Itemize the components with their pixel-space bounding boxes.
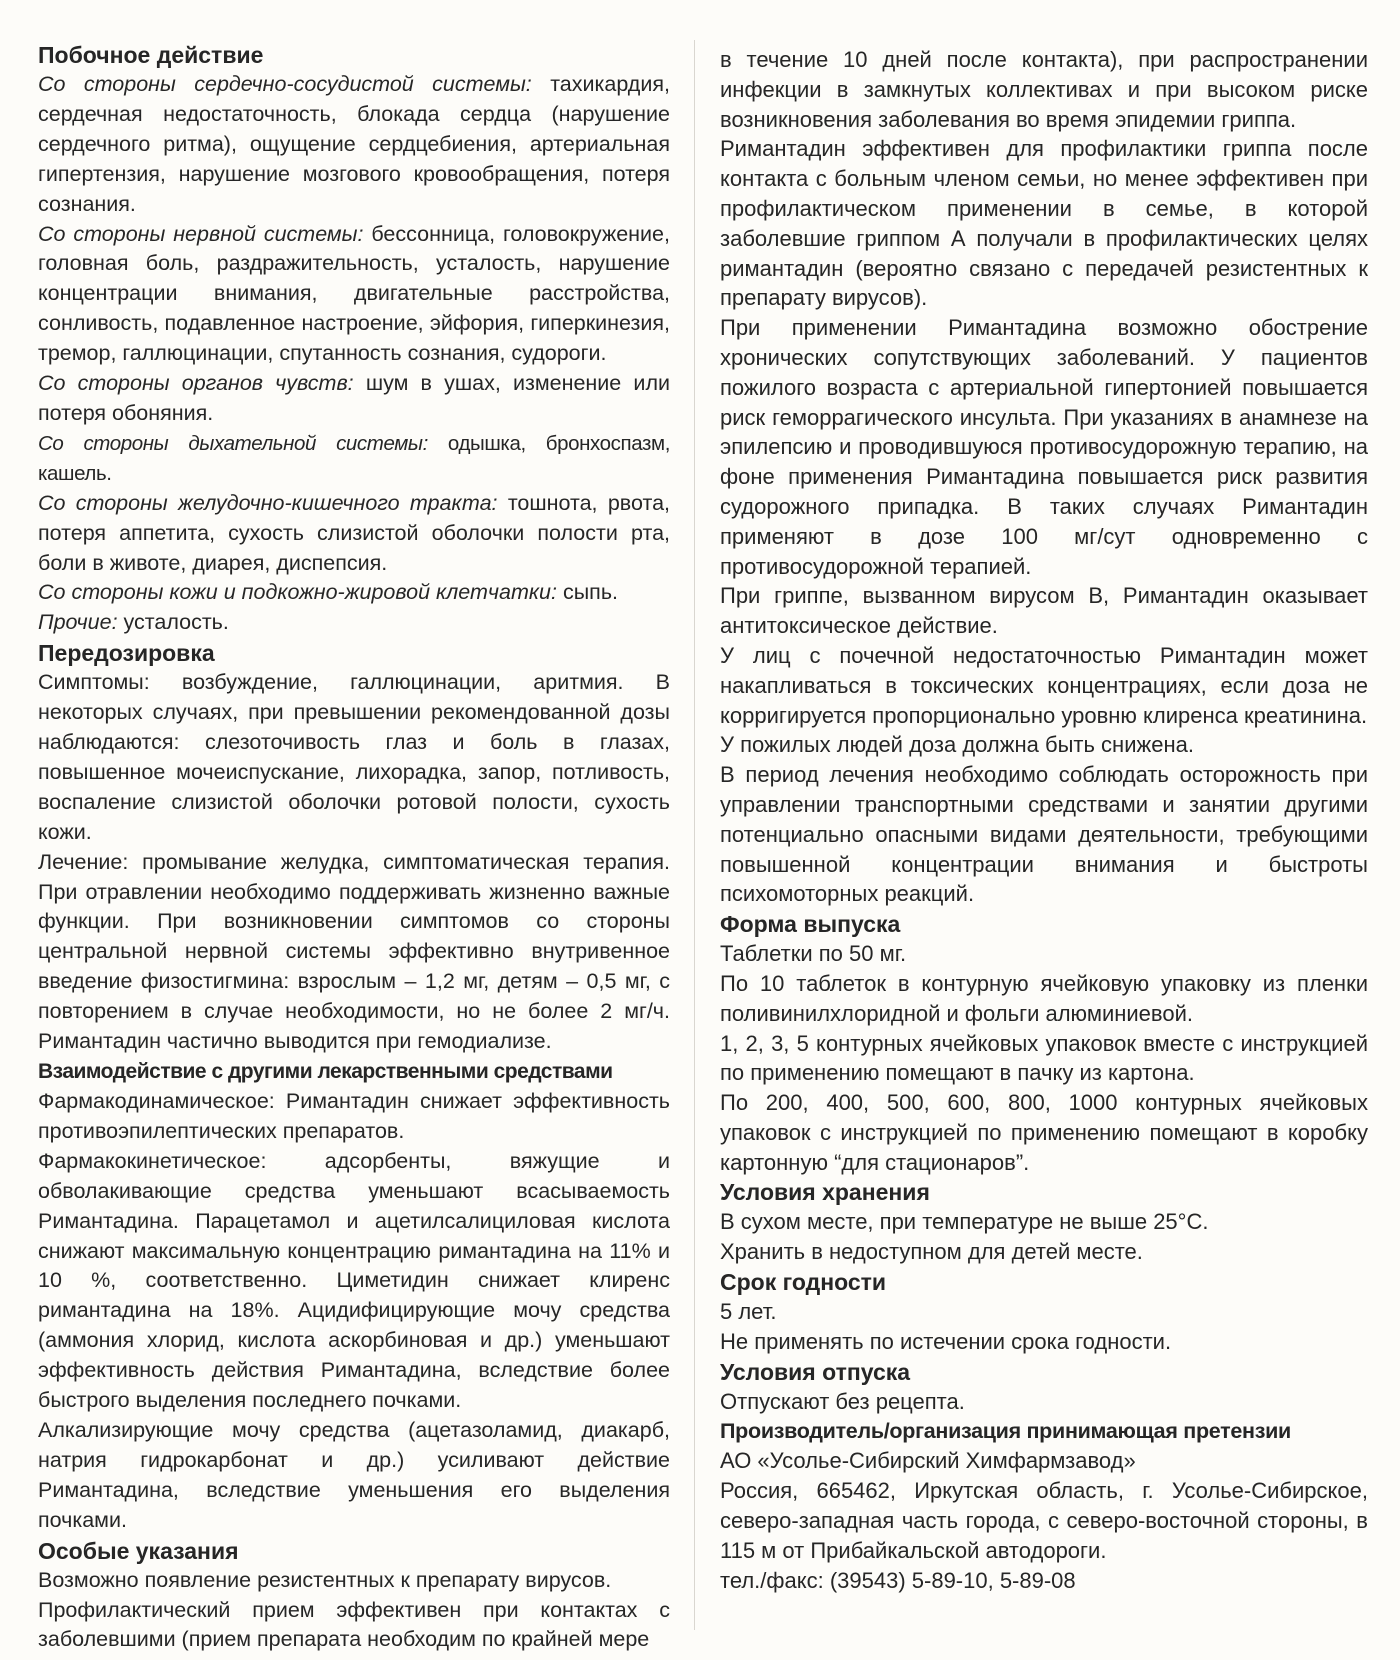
side-effect-skin xyxy=(38,578,670,608)
column-divider xyxy=(694,40,695,1630)
side-effect-label: Со стороны органов чувств: xyxy=(38,371,354,396)
side-effect-label: Со стороны сердечно-сосудистой системы: xyxy=(38,72,532,96)
dispense-paragraph: Отпускают без рецепта. xyxy=(720,1388,965,1414)
side-effect-label: Со стороны нервной системы: xyxy=(38,221,364,246)
side-effect-label: Со стороны кожи и подкожно-жировой клетчатки: xyxy=(38,580,557,605)
interactions-alkalizing: Алкализирующие мочу средства (ацетазоламид, диакарб, натрия гидрокарбонат и др.) усиливают действие Римантадина, вследствие уменьшения его выделения почками. xyxy=(38,1417,670,1532)
overdose-symptoms: Симптомы: возбуждение, галлюцинации, аритмия. В некоторых случаях, при превышении рекомендованной дозы наблюдаются: слезоточивость глаз и боль в глазах, повышенное мочеиспускание, лихорадка, запор, потливость, воспаление слизистой оболочки ротовой полости, сухость кожи. xyxy=(38,670,670,844)
side-effect-text: тахикардия, сердечная недостаточность, блокада сердца (нарушение сердечного ритма), ощущение сердцебиения, артериальная гипертензия, нарушение мозгового кровообращения, потеря сознания. xyxy=(38,72,670,216)
overdose-treatment: Лечение: промывание желудка, симптоматическая терапия. При отравлении необходимо поддерживать жизненно важные функции. При возникновении симптомов со стороны центральной нервной системы эффективно внутривенное введение физостигмина: взрослым – 1,2 мг, детям – 0,5 мг, с повторением в случае необходимости, но не более 2 мг/ч. Римантадин частично выводится при гемодиализе. xyxy=(38,849,670,1054)
side-effects-heading: Побочное действие xyxy=(38,42,264,68)
left-column xyxy=(38,40,670,1655)
side-effect-senses xyxy=(38,369,670,429)
side-effect-label: Со стороны желудочно-кишечного тракта: xyxy=(38,490,498,515)
storage-paragraph: В сухом месте, при температуре не выше 25°С. xyxy=(720,1209,1209,1235)
dispense-heading: Условия отпуска xyxy=(720,1358,911,1385)
side-effect-gi xyxy=(38,489,670,579)
side-effect-text: бессонница, головокружение, головная боль, раздражительность, усталость, нарушение концентрации внимания, двигательные расстройства, сонливость, подавленное настроение, эйфория, гиперкинезия, тремор, галлюцинации, спутанность сознания, судороги. xyxy=(38,221,670,366)
special-paragraph: Возможно появление резистентных к препарату вирусов. xyxy=(38,1567,612,1592)
manufacturer-address: Россия, 665462, Иркутская область, г. Усолье-Сибирское, северо-западная часть города, с северо-восточной стороны, в 115 м от Прибайкальской автодороги. xyxy=(720,1478,1368,1563)
side-effect-text: тошнота, рвота, потеря аппетита, сухость слизистой оболочки полости рта, боли в животе, диарея, диспепсия. xyxy=(38,490,671,575)
overdose-heading: Передозировка xyxy=(38,640,215,667)
side-effect-nervous xyxy=(38,220,670,370)
special-continued: в течение 10 дней после контакта), при распространении инфекции в замкнутых коллективах и при высоком риске возникновения заболевания во время эпидемии гриппа. xyxy=(720,47,1368,132)
special-continued: При применении Римантадина возможно обострение хронических сопутствующих заболеваний. У пациентов пожилого возраста с артериальной гипертонией повышается риск геморрагического инсульта. При указаниях в анамнезе на эпилепсию и проводившуюся противосудорожную терапию, на фоне применения Римантадина повышается риск развития судорожного припадка. В таких случаях Римантадин применяют в дозе 100 мг/сут одновременно с противосудорожной терапией. xyxy=(720,315,1368,579)
release-form-heading: Форма выпуска xyxy=(720,911,901,938)
storage-paragraph: Хранить в недоступном для детей месте. xyxy=(720,1239,1143,1265)
special-continued: Римантадин эффективен для профилактики гриппа после контакта с больным членом семьи, но менее эффективен при профилактическом применении в семье, в которой заболевшие гриппом А получали в профилактических целях римантадин (вероятно связано с передачей резистентных к препарату вирусов). xyxy=(720,136,1368,311)
shelf-life-paragraph: Не применять по истечении срока годности. xyxy=(720,1328,1172,1354)
interactions-pharmacodynamic: Фармакодинамическое: Римантадин снижает эффективность противоэпилептических препаратов. xyxy=(38,1089,670,1143)
special-instructions-heading: Особые указания xyxy=(38,1537,239,1564)
manufacturer-name: АО «Усолье-Сибирский Химфармзавод» xyxy=(720,1448,1136,1474)
special-continued: У пожилых людей доза должна быть снижена. xyxy=(720,732,1194,758)
special-paragraph: Профилактический прием эффективен при контактах с заболевшими (прием препарата необходим по крайней мере xyxy=(38,1597,670,1652)
side-effect-label: Прочие: xyxy=(38,610,118,635)
side-effect-text: одышка, бронхоспазм, кашель. xyxy=(38,431,670,485)
release-form-paragraph: 1, 2, 3, 5 контурных ячейковых упаковок вместе с инструкцией по применению помещают в пачку из картона. xyxy=(720,1030,1368,1086)
storage-heading: Условия хранения xyxy=(720,1179,930,1206)
special-continued: При гриппе, вызванном вирусом В, Римантадин оказывает антитоксическое действие. xyxy=(720,583,1368,639)
interactions-heading: Взаимодействие с другими лекарственными средствами xyxy=(38,1060,613,1083)
special-continued: В период лечения необходимо соблюдать осторожность при управлении транспортными средствами и занятии другими потенциально опасными видами деятельности, требующими повышенной концентрации внимания и быстроты психомоторных реакций. xyxy=(720,762,1368,907)
interactions-pharmacokinetic: Фармакокинетическое: адсорбенты, вяжущие и обволакивающие средства уменьшают всасываемость Римантадина. Парацетамол и ацетилсалициловая кислота снижают максимальную концентрацию римантадина на 11% и 10 %, соответственно. Циметидин снижает клиренс римантадина на 18%. Ацидифицирующие мочу средства (аммония хлорид, кислота аскорбиновая и др.) уменьшают эффективность действия Римантадина, вследствие более быстрого выделения последнего почками. xyxy=(38,1148,670,1413)
manufacturer-heading: Производитель/организация принимающая претензии xyxy=(720,1419,1291,1444)
right-column xyxy=(720,45,1368,1595)
side-effect-cardio xyxy=(38,70,670,220)
side-effect-text: сыпь. xyxy=(557,580,618,605)
release-form-paragraph: Таблетки по 50 мг. xyxy=(720,941,907,967)
side-effect-label: Со стороны дыхательной системы: xyxy=(38,431,428,455)
release-form-paragraph: По 10 таблеток в контурную ячейковую упаковку из пленки поливинилхлоридной и фольги алюминиевой. xyxy=(720,970,1368,1026)
special-continued: У лиц с почечной недостаточностью Римантадин может накапливаться в токсических концентрациях, если доза не корригируется пропорционально уровню клиренса креатинина. xyxy=(720,642,1368,728)
manufacturer-phone: тел./факс: (39543) 5-89-10, 5-89-08 xyxy=(720,1567,1076,1593)
release-form-paragraph: По 200, 400, 500, 600, 800, 1000 контурных ячейковых упаковок с инструкцией по применению помещают в коробку картонную “для стационаров”. xyxy=(720,1090,1368,1175)
shelf-life-heading: Срок годности xyxy=(720,1269,887,1296)
side-effect-text: усталость. xyxy=(117,610,229,635)
side-effect-other xyxy=(38,608,670,638)
shelf-life-paragraph: 5 лет. xyxy=(720,1299,777,1325)
side-effect-respiratory xyxy=(38,429,670,489)
side-effect-text: шум в ушах, изменение или потеря обоняния. xyxy=(38,371,670,425)
